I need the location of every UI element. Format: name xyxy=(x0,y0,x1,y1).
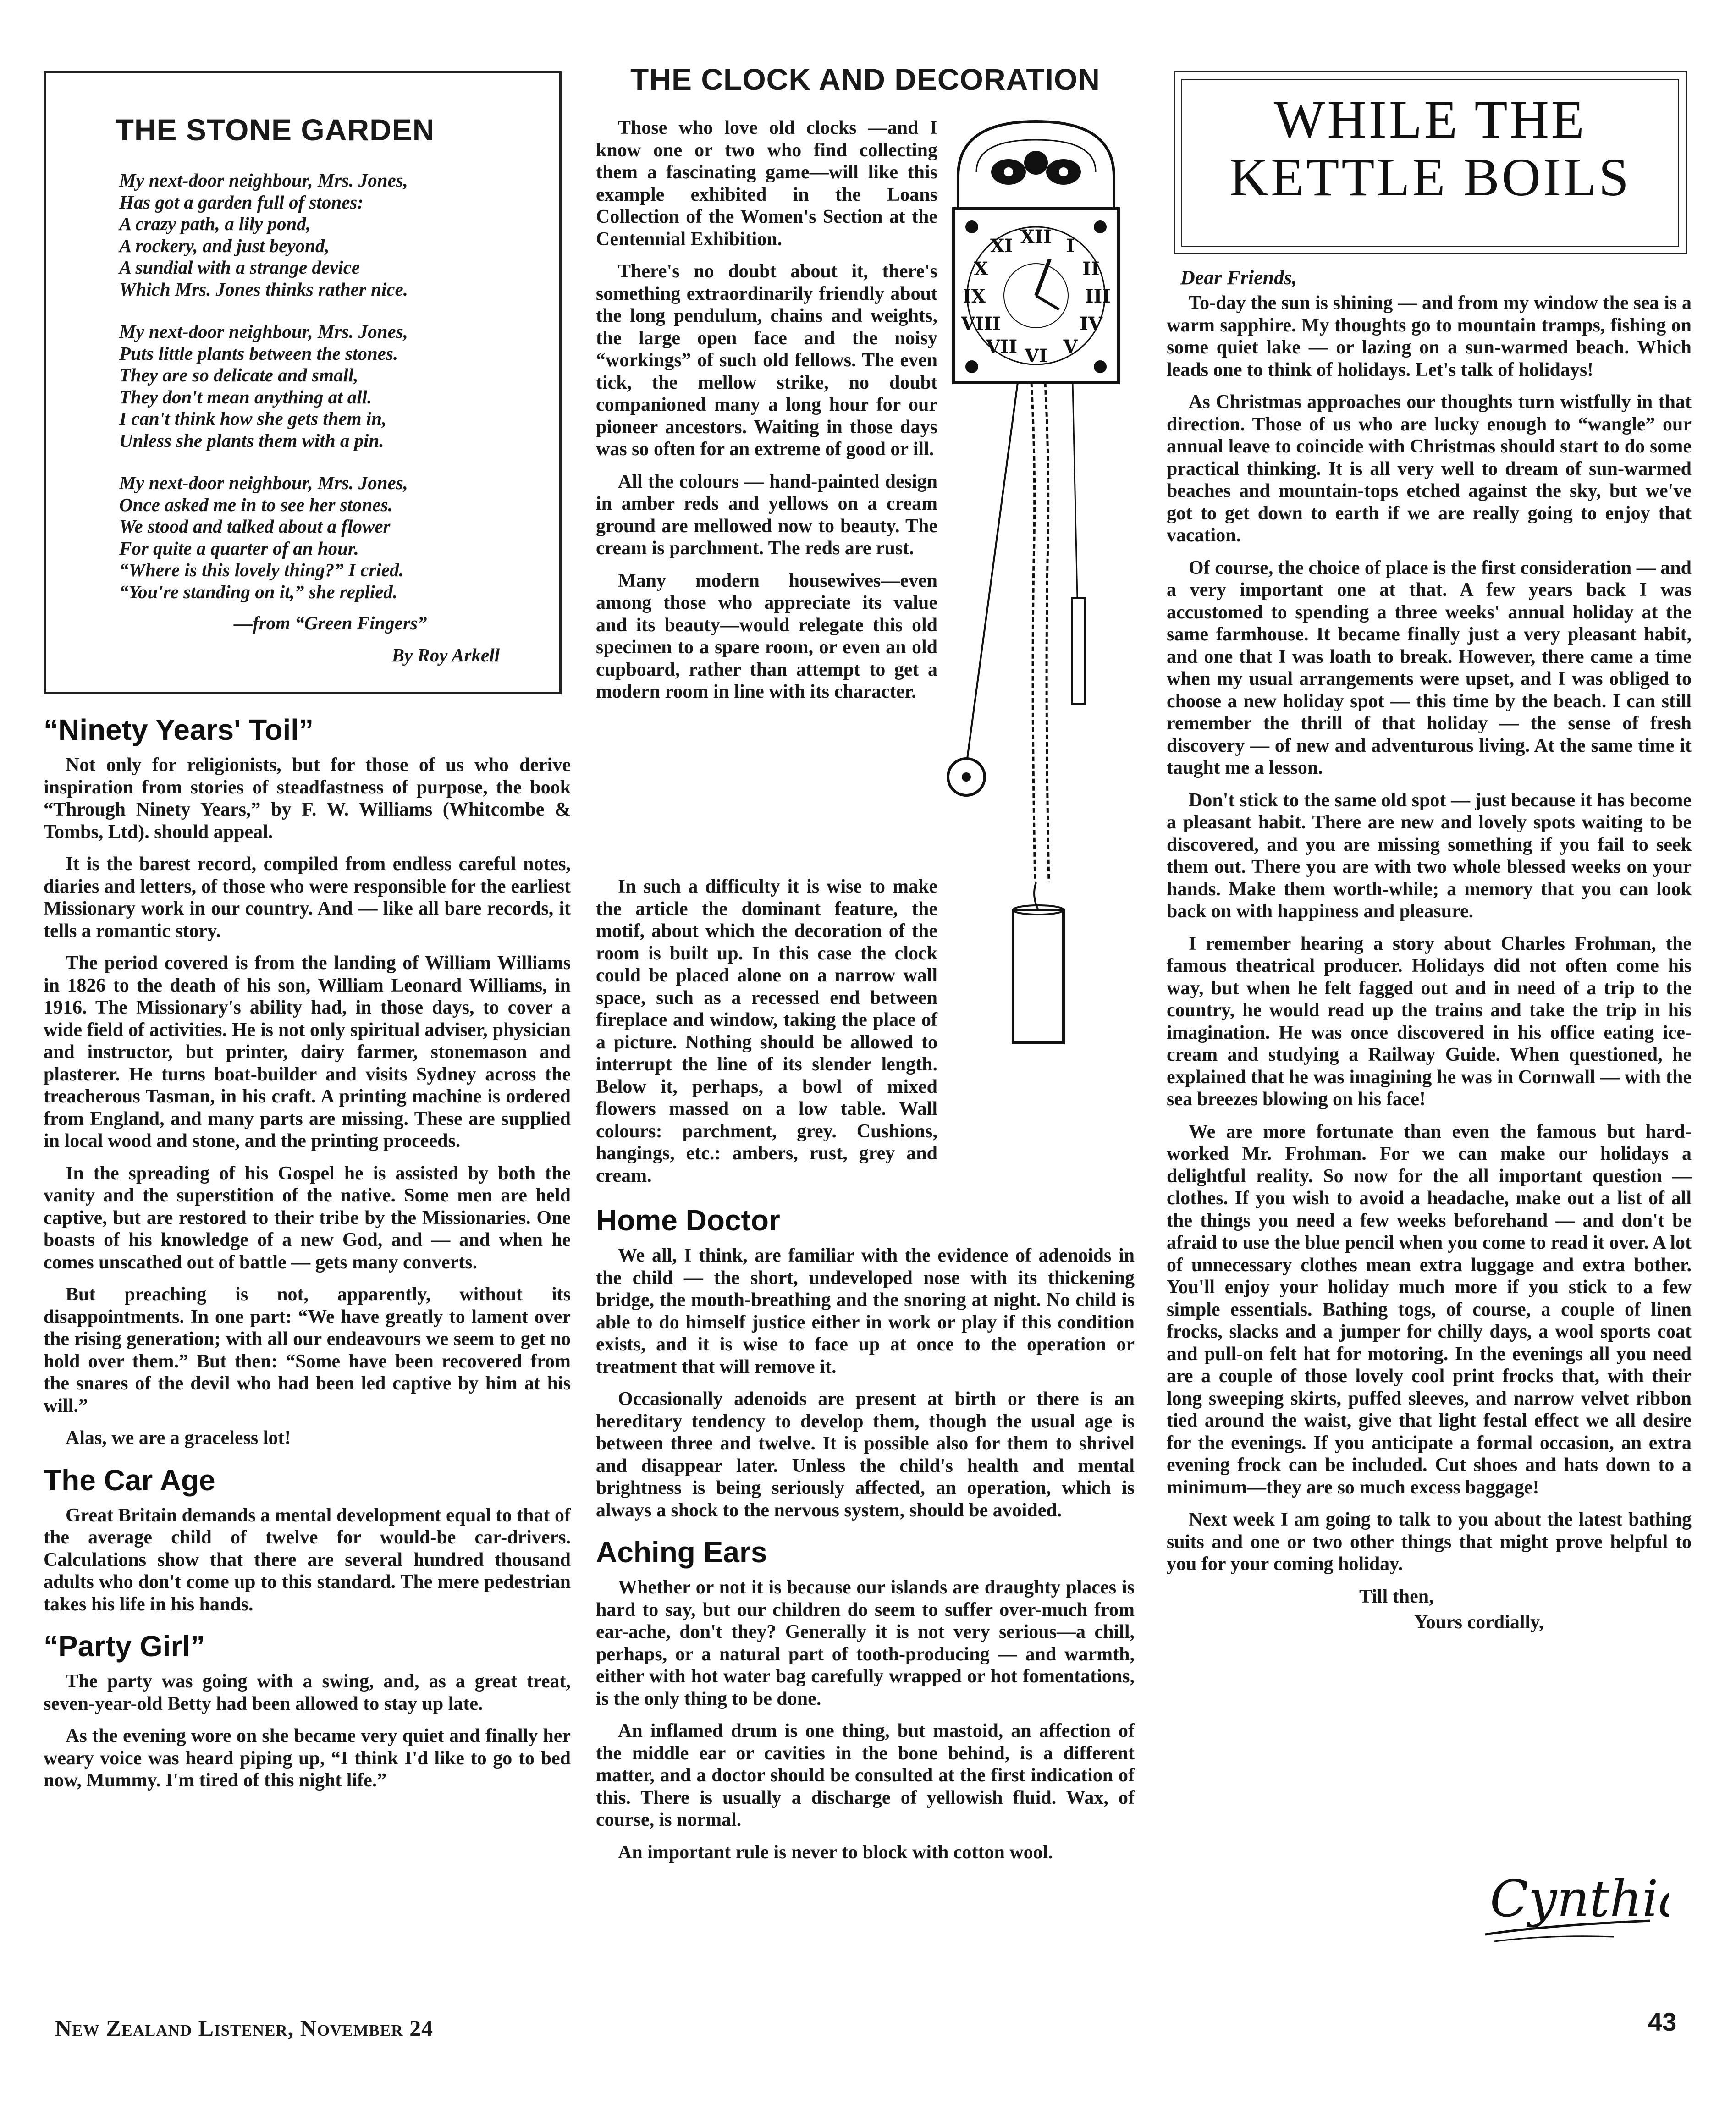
column-left xyxy=(44,713,571,1802)
article-paragraph: In such a difficulty it is wise to make the article the dominant feature, the motif, about which the decoration of the room is built up. In this case the clock could be placed alone on a narrow wall space, such as a recessed end between fireplace and window, taking the place of a picture. Nothing should be allowed to interrupt the line of its slender length. Below it, perhaps, a bowl of mixed flowers massed on a low table. Wall colours: parchment, grey. Cushions, hangings, etc.: ambers, rust, grey and cream. xyxy=(596,876,937,1186)
poem-author: By Roy Arkell xyxy=(391,645,500,666)
clock-article xyxy=(596,117,937,713)
article-paragraph: Alas, we are a graceless lot! xyxy=(66,1427,291,1449)
poem-line: Puts little plants between the stones. xyxy=(119,342,398,364)
svg-text:II: II xyxy=(1082,258,1100,280)
letter-paragraph: Don't stick to the same old spot — just because it has become a pleasant habit. There are new and lovely spots waiting to be discovered, and you are missing something if you fail to seek them out. There you are with two whole blessed weeks on your hands. Make them worth-while; a memory that you can look back on with happiness and pleasure. xyxy=(1167,789,1692,922)
article-paragraph: The period covered is from the landing of William Williams in 1826 to the death of his son, William Leonard Williams, in 1916. The Missionary's ability had, in those days, to cover a wide field of activities. He is not only spiritual adviser, physician and instructor, but printer, dairy farmer, stonemason and plasterer. He turns boat-builder and visits Sydney across the treacherous Tasman, in his craft. A printing machine is ordered from England, and many parts are missing. These are supplied in local wood and stone, and the printing proceeds. xyxy=(44,953,571,1152)
poem-line: My next-door neighbour, Mrs. Jones, xyxy=(119,321,408,342)
svg-text:X: X xyxy=(974,258,988,280)
article-paragraph: An important rule is never to block with cotton wool. xyxy=(618,1841,1053,1863)
kettle-title-box xyxy=(1174,71,1687,254)
article-paragraph: An inflamed drum is one thing, but mastoid, an affection of the middle ear or cavities in the bone behind, is a different matter, and a doctor should be consulted at the first indication of this. There is usually a discharge of yellowish fluid. Wax, of course, is normal. xyxy=(596,1720,1135,1830)
poem-line: Unless she plants them with a pin. xyxy=(119,430,384,451)
article-paragraph: Occasionally adenoids are present at birth or there is an hereditary tendency to develop them, though the usual age is between three and twelve. It is possible also for them to shrivel and disappear later. Unless the child's health and mental brightness is being seriously affected, an operation, which is always a shock to the nervous system, should be avoided. xyxy=(596,1389,1135,1521)
svg-text:IV: IV xyxy=(1080,313,1102,335)
stone-garden-title: THE STONE GARDEN xyxy=(115,113,435,147)
svg-text:IX: IX xyxy=(963,286,986,307)
poem-line: I can't think how she gets them in, xyxy=(119,408,387,429)
article-paragraph: But preaching is not, apparently, without its disappointments. In one part: “We have greatly to lament over the rising generation; with all our endeavours we seem to get no hold over them.” But then: “Some have been recovered from the snares of the devil who had been led captive by him at his will.” xyxy=(44,1284,571,1416)
poem-line: Has got a garden full of stones: xyxy=(119,191,364,213)
article-paragraph: Great Britain demands a mental development equal to that of the average child of twelve for would-be car-drivers. Calculations show that there are several hundred thousand adults who don't come up to this standard. The mere pedestrian takes his life in his hands. xyxy=(44,1504,571,1615)
wall-clock-illustration xyxy=(940,103,1132,1066)
poem-line: A sundial with a strange device xyxy=(119,257,360,278)
letter-paragraph: Next week I am going to talk to you about the latest bathing suits and one or two other things that might prove helpful to you for your coming holiday. xyxy=(1167,1509,1692,1575)
article-paragraph: As the evening wore on she became very quiet and finally her weary voice was heard piping up, “I think I'd like to go to bed now, Mummy. I'm tired of this night life.” xyxy=(44,1725,571,1791)
poem-stanza-1 xyxy=(119,170,541,300)
kettle-title-line: KETTLE BOILS xyxy=(1229,147,1631,207)
letter-paragraph: Of course, the choice of place is the first consideration — and a very important one at that. A few years back I was accustomed to spending a three weeks' annual holiday at the same farmhouse. It became finally just a very pleasant habit, and one that I was loath to break. However, there came a time when my usual arrangements were upset, and I was obliged to choose a new holiday spot — this time by the beach. I can still remember the thrill of that holiday — the sense of fresh discovery — of new and adventurous living. At the same time it taught me a lesson. xyxy=(1167,557,1692,778)
poem-line: We stood and talked about a flower xyxy=(119,516,391,537)
article-paragraph: It is the barest record, compiled from endless careful notes, diaries and letters, of those who were responsible for the earliest Missionary work in our country. And — like all bare records, it tells a romantic story. xyxy=(44,854,571,942)
svg-text:VII: VII xyxy=(986,336,1018,358)
home-doctor-heading: Home Doctor xyxy=(596,1204,780,1237)
stone-garden-box xyxy=(44,71,562,694)
closing-yours-cordially: Yours cordially, xyxy=(1414,1611,1544,1633)
article-paragraph: Many modern housewives—even among those who appreciate its value and its beauty—would relegate this old specimen to a spare room, or even an old cupboard, rather than attempt to get a modern room in line with its character. xyxy=(596,570,937,702)
poem-line: My next-door neighbour, Mrs. Jones, xyxy=(119,170,408,191)
page-number: 43 xyxy=(1648,2007,1677,2036)
poem-line: Which Mrs. Jones thinks rather nice. xyxy=(119,278,408,300)
svg-text:XII: XII xyxy=(1020,226,1052,248)
clock-heading: THE CLOCK AND DECORATION xyxy=(630,62,1100,96)
kettle-title-line: WHILE THE xyxy=(1274,89,1587,149)
poem-line: “You're standing on it,” she replied. xyxy=(119,581,398,602)
poem-credit: —from “Green Fingers” xyxy=(234,612,427,634)
signature xyxy=(1476,1861,1669,1955)
kettle-title xyxy=(1175,91,1686,206)
aching-ears-heading: Aching Ears xyxy=(596,1536,767,1569)
article-paragraph: In the spreading of his Gospel he is assisted by both the vanity and the superstition of the native. Some men are held captive, but are restored to their tribe by the Missionaries. One boasts of his knowledge of a new God, and — and when he comes unscathed out of battle — gets many converts. xyxy=(44,1163,571,1273)
closing-till-then: Till then, xyxy=(1359,1586,1434,1607)
letter-paragraph: To-day the sun is shining — and from my window the sea is a warm sapphire. My thoughts go to mountain tramps, fishing on some quiet lake — or lazing on a sun-warmed beach. Which leads one to think of holidays. Let's talk of holidays! xyxy=(1167,292,1692,380)
poem-line: “Where is this lovely thing?” I cried. xyxy=(119,559,404,580)
column-right xyxy=(1167,266,1692,1633)
poem-line: For quite a quarter of an hour. xyxy=(119,537,359,559)
poem-stanza-2 xyxy=(119,321,541,452)
article-paragraph: Those who love old clocks —and I know one or two who find collecting them a fascinating game—will like this example exhibited in the Loans Collection of the Women's Section at the Centennial Exhibition. xyxy=(596,117,937,250)
salutation: Dear Friends, xyxy=(1180,266,1297,289)
svg-text:I: I xyxy=(1066,235,1075,257)
svg-text:III: III xyxy=(1085,286,1111,307)
svg-text:XI: XI xyxy=(990,235,1013,257)
poem-line: A crazy path, a lily pond, xyxy=(119,213,311,234)
letter-paragraph: We are more fortunate than even the famous but hard-worked Mr. Frohman. For we can make our holidays a delightful reality. So now for the all important question — clothes. If you wish to avoid a headache, make out a list of all the things you need a few weeks beforehand — and don't be afraid to use the blue pencil when you come to read it over. A lot of unnecessary clothes mean extra luggage and extra bother. You'll enjoy your holiday much more if you stick to a few simple essentials. Bathing togs, of course, a couple of linen frocks, slacks and a jumper for chilly days, a wool sports coat and pull-on felt hat for motoring. In the evenings all you need are a couple of those lovely cool print frocks that, with their long sweeping skirts, puffed sleeves, and narrow velvet ribbon tied around the waist, give that light festal effect we all desire for the evenings. If you anticipate a formal occasion, an extra evening frock can be included. Cut shoes and hats down to a minimum—they are so much excess baggage! xyxy=(1167,1121,1692,1498)
svg-text:VI: VI xyxy=(1025,345,1047,367)
svg-text:VIII: VIII xyxy=(961,313,1001,335)
article-paragraph: There's no doubt about it, there's something extraordinarily friendly about the long pendulum, chains and weights, the large open face and the noisy “workings” of such old fellows. The even tick, the mellow strike, no doubt companioned many a long hour for our pioneer ancestors. Waiting in those days was so often for an extreme of good or ill. xyxy=(596,261,937,460)
article-paragraph: The party was going with a swing, and, as a great treat, seven-year-old Betty had been allowed to stay up late. xyxy=(44,1671,571,1714)
publication-footer: New Zealand Listener, November 24 xyxy=(55,2015,434,2041)
poem-line: A rockery, and just beyond, xyxy=(119,235,330,256)
party-girl-heading: “Party Girl” xyxy=(44,1630,205,1663)
article-paragraph: Whether or not it is because our islands are draughty places is hard to say, but our children do seem to suffer over-much from ear-ache, don't they? Generally it is not very serious—a chill, perhaps, or a natural part of tooth-producing — and warmth, either with hot water bag carefully wrapped or hot fomentations, is the only thing to be done. xyxy=(596,1577,1135,1709)
column-middle-lower xyxy=(596,1203,1135,1874)
car-age-heading: The Car Age xyxy=(44,1463,215,1497)
poem-line: Once asked me in to see her stones. xyxy=(119,494,393,515)
letter-paragraph: As Christmas approaches our thoughts turn wistfully in that direction. Those of us who are lucky enough to “wangle” our annual leave to coincide with Christmas should start to do some practical thinking. It is all very well to dream of sun-warmed beaches and mountain-tops etched against the sky, but we've got to get down to earth if we are really going to enjoy that vacation. xyxy=(1167,391,1692,546)
svg-text:V: V xyxy=(1063,336,1078,358)
letter-paragraph: I remember hearing a story about Charles Frohman, the famous theatrical producer. Holidays did not often come his way, but when he felt fagged out and in need of a trip to the country, he would read up the trains and take the trip in his imagination. He was once discovered in his office eating ice-cream and studying a Railway Guide. When questioned, he explained that he was imagining he was in Cornwall — with the sea breezes blowing on his face! xyxy=(1167,933,1692,1110)
poem-line: My next-door neighbour, Mrs. Jones, xyxy=(119,472,408,493)
article-paragraph: Not only for religionists, but for those of us who derive inspiration from stories of steadfastness of purpose, the book “Through Ninety Years,” by F. W. Williams (Whitcombe & Tombs, Ltd). should appeal. xyxy=(44,755,571,843)
poem-stanza-3 xyxy=(119,472,541,603)
ninety-years-heading: “Ninety Years' Toil” xyxy=(44,713,314,746)
poem-line: They are so delicate and small, xyxy=(119,364,358,386)
poem-line: They don't mean anything at all. xyxy=(119,386,372,408)
signature-flourish xyxy=(1476,1861,1669,1953)
signature-text: Cynthia xyxy=(1490,1869,1669,1928)
article-paragraph: All the colours — hand-painted design in amber reds and yellows on a cream ground are mellowed now to beauty. The cream is parchment. The reds are rust. xyxy=(596,471,937,559)
article-paragraph: We all, I think, are familiar with the evidence of adenoids in the child — the short, undeveloped nose with its thickening bridge, the mouth-breathing and the snoring at night. No child is able to do himself justice either in work or play if this condition exists, and it is wise to face up at once to the operation or treatment that will remove it. xyxy=(596,1245,1135,1378)
